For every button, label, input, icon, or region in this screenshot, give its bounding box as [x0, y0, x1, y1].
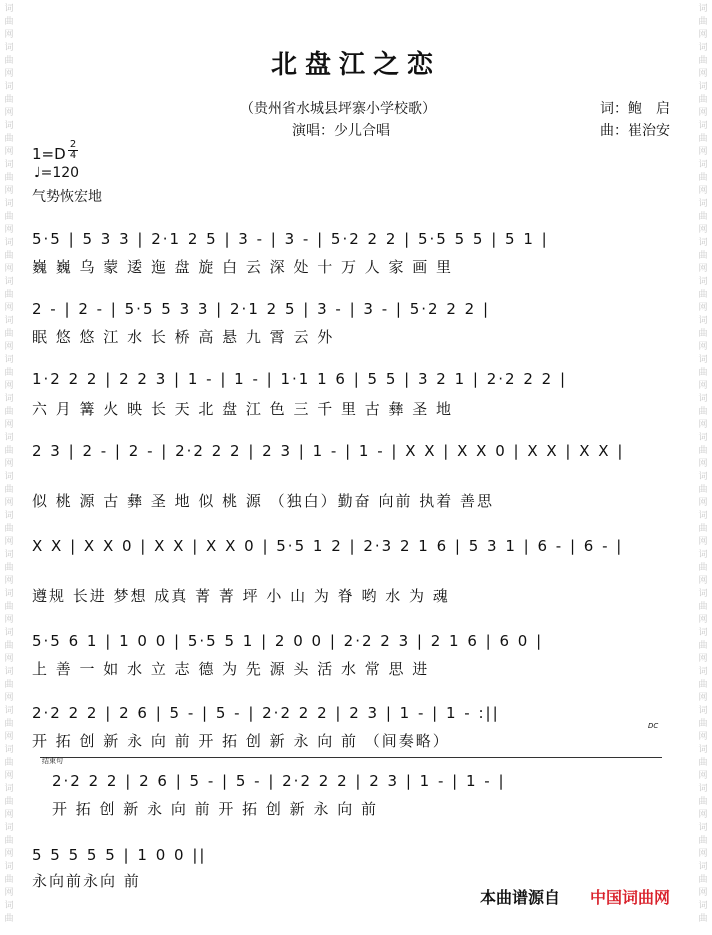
lyricist-credit: 词：鲍 启	[600, 101, 670, 117]
watermark-char: 网	[4, 693, 14, 703]
score-line-8-notes: 2·2 2 2 | 2 6 | 5 - | 5 - | 2·2 2 2 | 2 3 | 1 - | 1 - |	[52, 772, 506, 790]
watermark-char: 网	[698, 459, 708, 469]
watermark-char: 曲	[4, 719, 14, 729]
watermark-char: 词	[698, 667, 708, 677]
watermark-char: 网	[698, 888, 708, 898]
watermark-char: 网	[4, 771, 14, 781]
watermark-char: 网	[698, 654, 708, 664]
watermark-char: 词	[4, 901, 14, 911]
score-line-6-lyrics: 上 善 一 如 水 立 志 德 为 先 源 头 活 水 常 思 进	[32, 660, 430, 678]
footer-site-link[interactable]: 中国词曲网	[590, 888, 671, 907]
watermark-char: 网	[698, 498, 708, 508]
watermark-char: 网	[698, 537, 708, 547]
watermark-char: 曲	[4, 329, 14, 339]
watermark-char: 网	[4, 459, 14, 469]
time-signature	[68, 140, 78, 161]
watermark-char: 曲	[698, 134, 708, 144]
watermark-char: 曲	[698, 758, 708, 768]
watermark-char: 网	[4, 264, 14, 274]
watermark-char: 词	[698, 394, 708, 404]
score-line-7-notes: 2·2 2 2 | 2 6 | 5 - | 5 - | 2·2 2 2 | 2 3 | 1 - | 1 - :||	[32, 704, 500, 722]
watermark-char: 词	[4, 277, 14, 287]
watermark-char: 词	[698, 628, 708, 638]
watermark-char: 词	[698, 433, 708, 443]
watermark-char: 曲	[698, 914, 708, 924]
watermark-char: 词	[4, 784, 14, 794]
watermark-char: 词	[4, 160, 14, 170]
watermark-char: 网	[4, 615, 14, 625]
watermark-char: 词	[4, 316, 14, 326]
watermark-char: 词	[4, 238, 14, 248]
expression-marking: 气势恢宏地	[32, 189, 102, 205]
dc-mark: DC	[648, 722, 659, 730]
watermark-char: 词	[4, 355, 14, 365]
watermark-char: 网	[4, 303, 14, 313]
watermark-char: 词	[4, 745, 14, 755]
watermark-char: 网	[4, 849, 14, 859]
watermark-char: 网	[698, 693, 708, 703]
watermark-char: 曲	[4, 875, 14, 885]
watermark-char: 曲	[4, 680, 14, 690]
watermark-char: 词	[698, 472, 708, 482]
watermark-char: 词	[698, 82, 708, 92]
watermark-char: 网	[4, 30, 14, 40]
score-line-2-lyrics: 眠 悠 悠 江 水 长 桥 高 悬 九 霄 云 外	[32, 328, 335, 346]
watermark-char: 词	[698, 4, 708, 14]
watermark-char: 词	[4, 82, 14, 92]
watermark-char: 网	[4, 498, 14, 508]
score-line-5-lyrics: 遵规 长进 梦想 成真 菁 菁 坪 小 山 为 脊 哟 水 为 魂	[32, 587, 450, 605]
composer-credit: 曲：崔治安	[600, 123, 670, 139]
watermark-char: 曲	[4, 17, 14, 27]
watermark-char: 词	[4, 121, 14, 131]
watermark-char: 曲	[4, 95, 14, 105]
watermark-char: 词	[698, 160, 708, 170]
watermark-char: 曲	[698, 446, 708, 456]
watermark-char: 词	[698, 316, 708, 326]
watermark-char: 曲	[698, 602, 708, 612]
watermark-char: 词	[4, 823, 14, 833]
score-line-6-notes: 5·5 6 1 | 1 0 0 | 5·5 5 1 | 2 0 0 | 2·2 2 3 | 2 1 6 | 6 0 |	[32, 632, 544, 650]
watermark-char: 网	[698, 264, 708, 274]
watermark-char: 曲	[698, 836, 708, 846]
watermark-char: 词	[698, 901, 708, 911]
watermark-char: 曲	[4, 407, 14, 417]
watermark-char: 曲	[698, 368, 708, 378]
watermark-char: 词	[4, 4, 14, 14]
watermark-char: 曲	[4, 446, 14, 456]
watermark-char: 网	[4, 888, 14, 898]
watermark-char: 词	[698, 238, 708, 248]
watermark-char: 曲	[4, 563, 14, 573]
watermark-char: 曲	[698, 680, 708, 690]
watermark-char: 曲	[698, 524, 708, 534]
watermark-char: 词	[698, 823, 708, 833]
watermark-char: 词	[4, 628, 14, 638]
watermark-char: 曲	[4, 56, 14, 66]
watermark-char: 网	[4, 732, 14, 742]
watermark-char: 曲	[698, 251, 708, 261]
score-line-8-lyrics: 开 拓 创 新 永 向 前 开 拓 创 新 永 向 前	[52, 800, 378, 818]
tempo-marking	[34, 165, 79, 181]
watermark-char: 词	[698, 550, 708, 560]
watermark-char: 曲	[698, 290, 708, 300]
watermark-char: 网	[4, 381, 14, 391]
watermark-char: 曲	[698, 719, 708, 729]
watermark-char: 网	[698, 771, 708, 781]
score-line-4-lyrics: 似 桃 源 古 彝 圣 地 似 桃 源 （独白）勤奋 向前 执着 善思	[32, 492, 494, 510]
watermark-char: 网	[698, 732, 708, 742]
score-line-9-notes: 5 5 5 5 5 | 1 0 0 ||	[32, 846, 207, 864]
watermark-char: 词	[698, 277, 708, 287]
time-bottom: 4	[69, 150, 77, 161]
watermark-char: 曲	[698, 17, 708, 27]
watermark-char: 词	[4, 43, 14, 53]
ending-bracket	[40, 757, 662, 758]
watermark-char: 曲	[4, 524, 14, 534]
tempo-value: =120	[40, 165, 80, 181]
watermark-char: 词	[4, 550, 14, 560]
watermark-char: 网	[4, 108, 14, 118]
watermark-char: 网	[4, 342, 14, 352]
watermark-char: 曲	[4, 290, 14, 300]
watermark-char: 词	[698, 589, 708, 599]
watermark-char: 曲	[698, 95, 708, 105]
watermark-char: 曲	[698, 407, 708, 417]
watermark-char: 网	[698, 69, 708, 79]
watermark-char: 曲	[698, 212, 708, 222]
watermark-char: 曲	[4, 641, 14, 651]
watermark-char: 词	[698, 43, 708, 53]
watermark-char: 网	[4, 537, 14, 547]
watermark-left	[0, 0, 18, 935]
watermark-char: 词	[4, 199, 14, 209]
watermark-char: 网	[698, 186, 708, 196]
watermark-char: 词	[4, 433, 14, 443]
watermark-char: 词	[4, 667, 14, 677]
score-line-3-notes: 1·2 2 2 | 2 2 3 | 1 - | 1 - | 1·1 1 6 | 5 5 | 3 2 1 | 2·2 2 2 |	[32, 370, 568, 388]
key-signature: 1=D	[32, 145, 66, 163]
watermark-char: 网	[698, 30, 708, 40]
score-line-1-lyrics: 巍 巍 乌 蒙 逶 迤 盘 旋 白 云 深 处 十 万 人 家 画 里	[32, 258, 454, 276]
watermark-char: 曲	[4, 251, 14, 261]
watermark-char: 曲	[4, 368, 14, 378]
watermark-char: 网	[698, 615, 708, 625]
watermark-char: 词	[4, 706, 14, 716]
watermark-char: 网	[698, 420, 708, 430]
watermark-char: 曲	[4, 797, 14, 807]
time-top: 2	[69, 139, 77, 150]
watermark-char: 曲	[4, 173, 14, 183]
watermark-char: 曲	[698, 485, 708, 495]
quarter-note-icon: ♩	[34, 165, 41, 181]
watermark-char: 词	[698, 862, 708, 872]
watermark-char: 网	[4, 186, 14, 196]
watermark-char: 曲	[698, 797, 708, 807]
watermark-char: 曲	[4, 914, 14, 924]
watermark-char: 词	[4, 862, 14, 872]
watermark-char: 词	[698, 706, 708, 716]
watermark-right	[694, 0, 712, 935]
watermark-char: 词	[698, 784, 708, 794]
watermark-char: 曲	[698, 329, 708, 339]
watermark-char: 网	[698, 381, 708, 391]
watermark-char: 网	[698, 108, 708, 118]
watermark-char: 网	[698, 225, 708, 235]
watermark-char: 网	[698, 147, 708, 157]
watermark-char: 词	[4, 589, 14, 599]
watermark-char: 词	[698, 511, 708, 521]
watermark-char: 词	[4, 472, 14, 482]
score-line-7-lyrics: 开 拓 创 新 永 向 前 开 拓 创 新 永 向 前 （间奏略）	[32, 732, 450, 750]
watermark-char: 曲	[698, 563, 708, 573]
watermark-char: 曲	[698, 641, 708, 651]
score-line-3-lyrics: 六 月 篝 火 映 长 天 北 盘 江 色 三 千 里 古 彝 圣 地	[32, 400, 454, 418]
watermark-char: 词	[698, 745, 708, 755]
score-line-5-notes: X X | X X 0 | X X | X X 0 | 5·5 1 2 | 2·3 2 1 6 | 5 3 1 | 6 - | 6 - |	[32, 537, 624, 555]
watermark-char: 网	[698, 810, 708, 820]
watermark-char: 网	[4, 810, 14, 820]
watermark-char: 曲	[698, 56, 708, 66]
watermark-char: 网	[4, 654, 14, 664]
watermark-char: 网	[698, 342, 708, 352]
watermark-char: 词	[4, 511, 14, 521]
watermark-char: 词	[698, 199, 708, 209]
singer-credit: 演唱：少儿合唱	[292, 123, 390, 139]
song-subtitle: （贵州省水城县坪寨小学校歌）	[240, 101, 436, 117]
watermark-char: 曲	[698, 173, 708, 183]
watermark-char: 曲	[4, 602, 14, 612]
watermark-char: 网	[698, 303, 708, 313]
watermark-char: 网	[4, 147, 14, 157]
watermark-char: 曲	[4, 212, 14, 222]
ending-label: 结束句	[42, 757, 63, 765]
watermark-char: 网	[4, 576, 14, 586]
watermark-char: 网	[698, 849, 708, 859]
footer-source-label: 本曲谱源自	[480, 888, 561, 907]
watermark-char: 曲	[4, 485, 14, 495]
song-title: 北盘江之恋	[270, 50, 441, 80]
score-line-4-notes: 2 3 | 2 - | 2 - | 2·2 2 2 | 2 3 | 1 - | 1 - | X X | X X 0 | X X | X X |	[32, 442, 625, 460]
watermark-char: 网	[4, 420, 14, 430]
watermark-char: 曲	[4, 836, 14, 846]
score-line-9-lyrics: 永向前永向 前	[32, 872, 141, 890]
watermark-char: 曲	[4, 758, 14, 768]
score-line-2-notes: 2 - | 2 - | 5·5 5 3 3 | 2·1 2 5 | 3 - | 3 - | 5·2 2 2 |	[32, 300, 491, 318]
watermark-char: 词	[698, 355, 708, 365]
watermark-char: 词	[698, 121, 708, 131]
watermark-char: 网	[698, 576, 708, 586]
watermark-char: 词	[4, 394, 14, 404]
score-line-1-notes: 5·5 | 5 3 3 | 2·1 2 5 | 3 - | 3 - | 5·2 2 2 | 5·5 5 5 | 5 1 |	[32, 230, 549, 248]
watermark-char: 网	[4, 225, 14, 235]
watermark-char: 网	[4, 69, 14, 79]
watermark-char: 曲	[4, 134, 14, 144]
watermark-char: 曲	[698, 875, 708, 885]
